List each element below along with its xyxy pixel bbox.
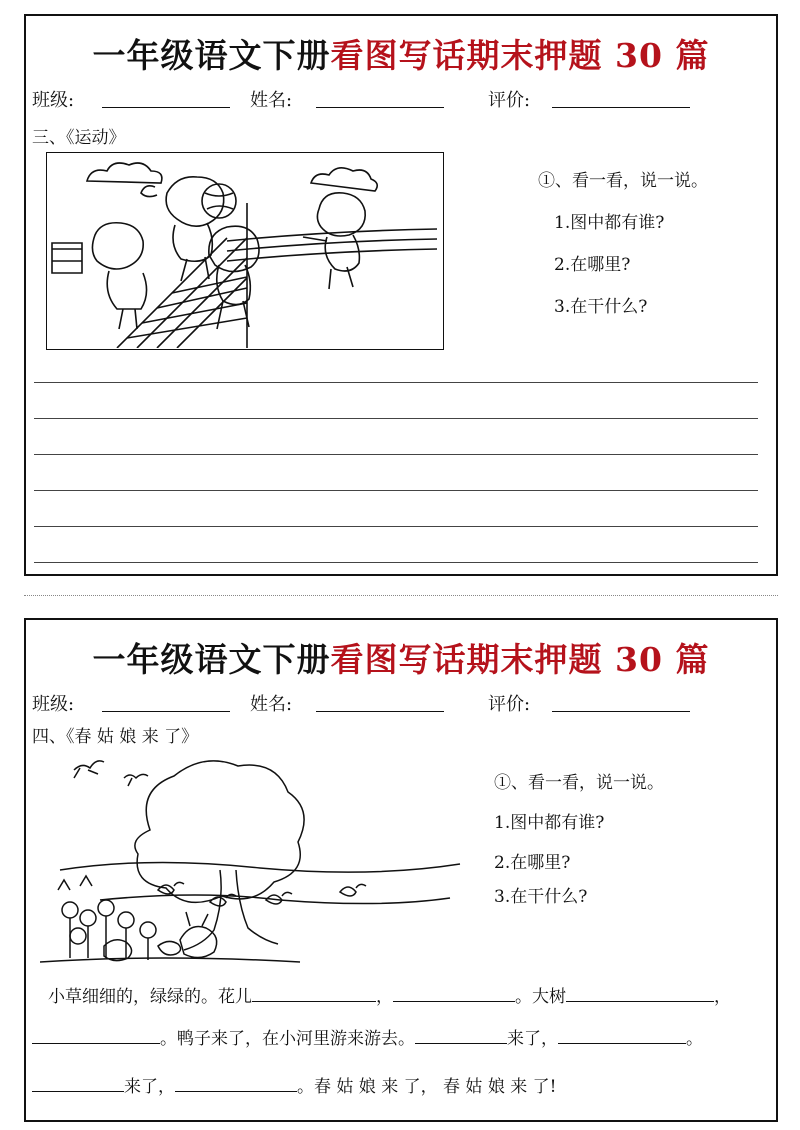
writing-line[interactable] xyxy=(34,490,758,491)
class-label: 班级: xyxy=(32,90,75,111)
fill-blank[interactable] xyxy=(393,987,515,1002)
writing-line[interactable] xyxy=(34,562,758,563)
question-what: 3.在干什么? xyxy=(554,297,648,317)
fill-blank[interactable] xyxy=(175,1077,297,1092)
fill-blank[interactable] xyxy=(558,1029,686,1044)
fill-blank[interactable] xyxy=(566,987,714,1002)
title-red-part: 看图写话期末押题 30 篇 xyxy=(330,36,710,75)
children-playing-volleyball-illustration xyxy=(47,153,442,348)
fill-blank[interactable] xyxy=(415,1029,507,1044)
worksheet-title xyxy=(26,634,776,681)
question-what: 3.在干什么? xyxy=(494,887,588,907)
title-black-part: 一年级语文下册 xyxy=(92,640,331,679)
class-label: 班级: xyxy=(32,694,75,715)
worksheet-title xyxy=(26,30,776,77)
fill-text: 。春 姑 娘 来 了， 春 姑 娘 来 了! xyxy=(297,1077,557,1097)
student-info-row xyxy=(32,690,772,718)
question-list xyxy=(538,166,768,326)
spring-tree-river-animals-illustration xyxy=(40,750,470,966)
grade-label: 评价: xyxy=(488,694,531,715)
student-info-row xyxy=(32,86,772,114)
fill-text: 来了， xyxy=(124,1077,175,1097)
fill-text: 小草细细的，绿绿的。花儿 xyxy=(48,987,252,1007)
writing-line[interactable] xyxy=(34,382,758,383)
question-where: 2.在哪里? xyxy=(494,853,571,873)
dotted-divider xyxy=(24,595,778,596)
writing-line[interactable] xyxy=(34,454,758,455)
section-title: 三、《运动》 xyxy=(32,128,126,148)
writing-line[interactable] xyxy=(34,418,758,419)
name-label: 姓名: xyxy=(250,90,293,111)
class-blank[interactable] xyxy=(102,711,230,712)
worksheet-section-3 xyxy=(24,14,778,576)
fill-text: ， xyxy=(376,987,393,1007)
writing-line[interactable] xyxy=(34,526,758,527)
section-title: 四、《春 姑 娘 来 了》 xyxy=(32,727,199,747)
fill-line-3 xyxy=(32,1072,556,1097)
fill-blank[interactable] xyxy=(32,1029,160,1044)
fill-text: 来了， xyxy=(507,1029,558,1049)
fill-text: ， xyxy=(714,987,731,1007)
title-red-part: 看图写话期末押题 30 篇 xyxy=(330,640,710,679)
fill-text: 。 xyxy=(686,1029,703,1049)
name-blank[interactable] xyxy=(316,711,444,712)
fill-line-1 xyxy=(48,982,731,1007)
spring-picture xyxy=(40,750,470,966)
grade-blank[interactable] xyxy=(552,107,690,108)
look-and-say-prompt: ①、看一看，说一说。 xyxy=(494,773,664,793)
question-who: 1.图中都有谁? xyxy=(494,813,605,833)
fill-text: 。鸭子来了，在小河里游来游去。 xyxy=(160,1029,415,1049)
title-black-part: 一年级语文下册 xyxy=(92,36,331,75)
fill-line-2 xyxy=(32,1024,703,1049)
volleyball-picture xyxy=(46,152,444,350)
fill-blank[interactable] xyxy=(32,1077,124,1092)
class-blank[interactable] xyxy=(102,107,230,108)
look-and-say-prompt: ①、看一看，说一说。 xyxy=(538,171,708,191)
grade-label: 评价: xyxy=(488,90,531,111)
name-blank[interactable] xyxy=(316,107,444,108)
worksheet-section-4 xyxy=(24,618,778,1122)
grade-blank[interactable] xyxy=(552,711,690,712)
question-who: 1.图中都有谁? xyxy=(554,213,665,233)
name-label: 姓名: xyxy=(250,694,293,715)
question-list xyxy=(494,768,764,928)
fill-text: 。大树 xyxy=(515,987,566,1007)
question-where: 2.在哪里? xyxy=(554,255,631,275)
fill-blank[interactable] xyxy=(252,987,376,1002)
